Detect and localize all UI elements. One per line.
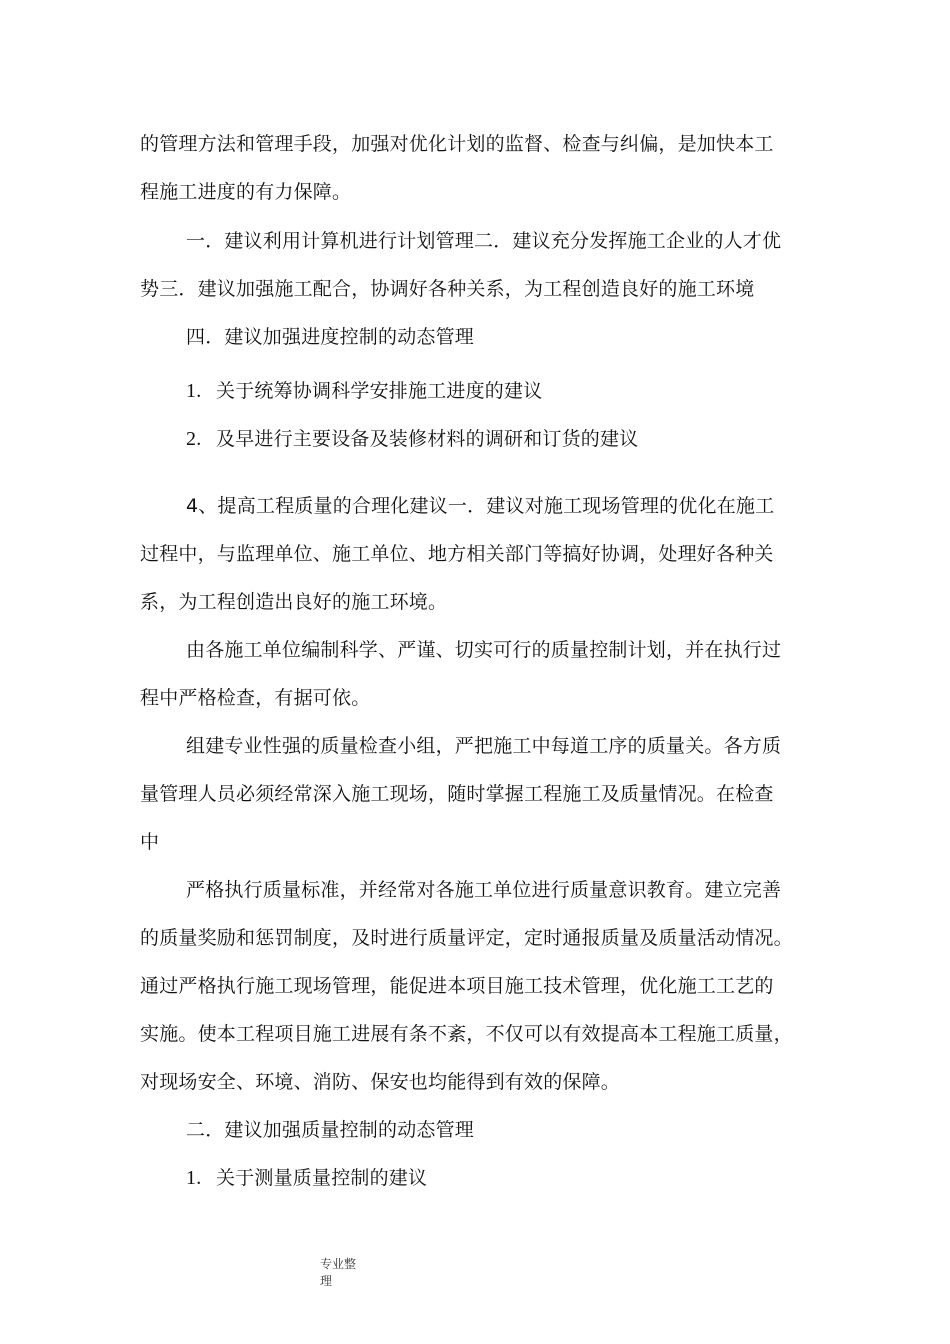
section-heading: 二．建议加强质量控制的动态管理 (186, 1119, 475, 1141)
item-text: 关于统筹协调科学安排施工进度的建议 (216, 380, 543, 402)
paragraph-line: 4、提高工程质量的合理化建议一．建议对施工现场管理的优化在施工 (186, 495, 775, 517)
item-text: 及早进行主要设备及装修材料的调研和订货的建议 (216, 428, 639, 450)
paragraph-line: 的管理方法和管理手段，加强对优化计划的监督、检查与纠偏，是加快本工 (140, 133, 774, 155)
item-number: 1. (186, 380, 202, 402)
paragraph-line: 中 (140, 831, 160, 853)
page-footer (320, 1256, 356, 1290)
paragraph-line: 程中严格检查，有据可依。 (140, 687, 371, 709)
paragraph-line: 一．建议利用计算机进行计划管理二．建议充分发挥施工企业的人才优 (186, 230, 782, 252)
item-number: 2. (186, 428, 202, 450)
paragraph-line: 势三．建议加强施工配合，协调好各种关系，为工程创造良好的施工环境 (140, 278, 755, 300)
paragraph-line: 系，为工程创造出良好的施工环境。 (140, 591, 448, 613)
numbered-item (186, 1166, 427, 1190)
paragraph-line: 程施工进度的有力保障。 (140, 181, 352, 203)
paragraph-line: 实施。使本工程项目施工进展有条不紊，不仅可以有效提高本工程施工质量， (140, 1023, 793, 1045)
paragraph-line: 组建专业性强的质量检查小组，严把施工中每道工序的质量关。各方质 (186, 735, 782, 757)
paragraph-line: 的质量奖励和惩罚制度，及时进行质量评定，定时通报质量及质量活动情况。 (140, 927, 793, 949)
paragraph-line: 由各施工单位编制科学、严谨、切实可行的质量控制计划，并在执行过 (186, 639, 782, 661)
paragraph-line: 通过严格执行施工现场管理，能促进本项目施工技术管理，优化施工工艺的 (140, 975, 774, 997)
paragraph-line: 过程中，与监理单位、施工单位、地方相关部门等搞好协调，处理好各种关 (140, 543, 774, 565)
paragraph-line: 量管理人员必须经常深入施工现场，随时掌握工程施工及质量情况。在检查 (140, 783, 774, 805)
paragraph-line: 严格执行质量标准，并经常对各施工单位进行质量意识教育。建立完善 (186, 879, 782, 901)
footer-line: 专业整 (320, 1257, 357, 1271)
item-number: 1. (186, 1167, 202, 1189)
footer-line: 理 (320, 1274, 333, 1288)
numbered-item (186, 379, 542, 403)
item-text: 关于测量质量控制的建议 (216, 1167, 428, 1189)
paragraph-line: 对现场安全、环境、消防、保安也均能得到有效的保障。 (140, 1071, 621, 1093)
section-heading: 四．建议加强进度控制的动态管理 (186, 326, 475, 348)
numbered-item (186, 427, 638, 451)
